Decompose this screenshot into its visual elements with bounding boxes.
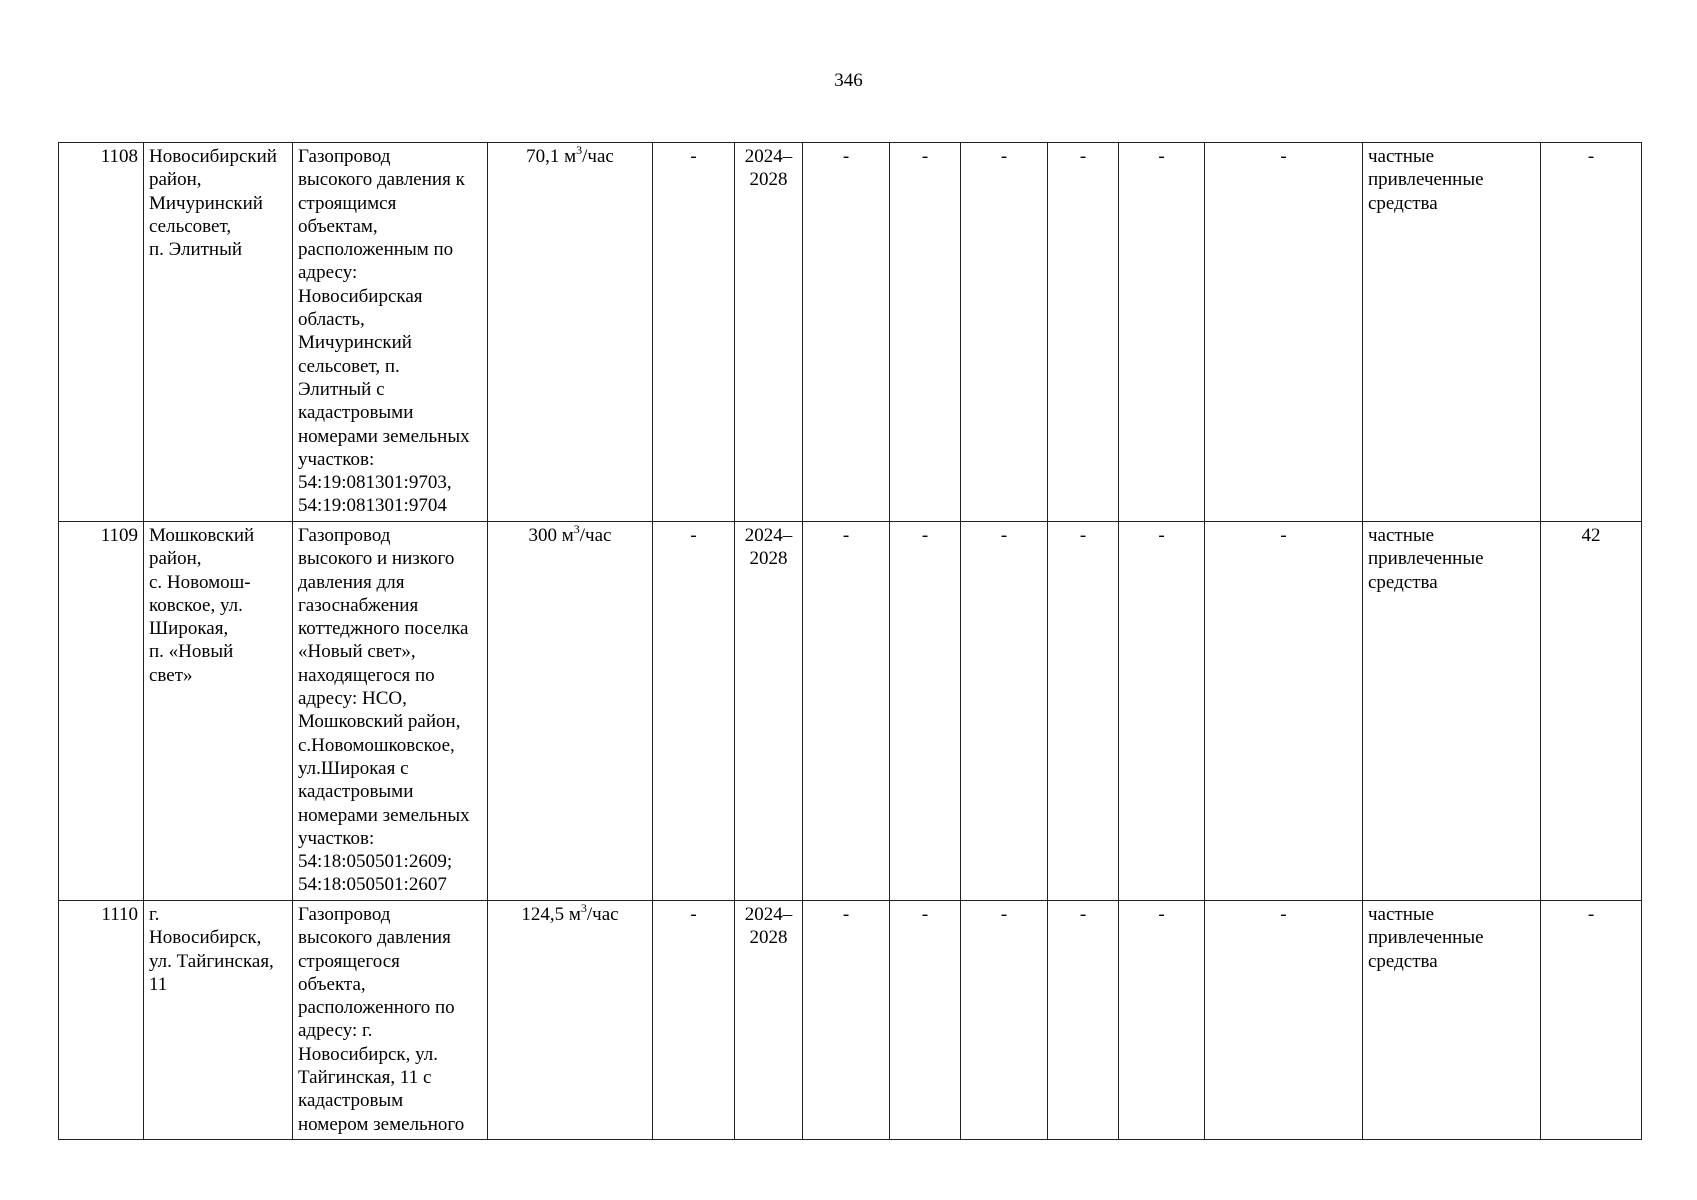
table-row: [59, 522, 1642, 901]
funding-line: средства: [1368, 192, 1438, 214]
funding-line: привлеченные: [1368, 927, 1484, 949]
value-cell: -: [890, 522, 961, 901]
funding-line: частные: [1368, 525, 1435, 546]
description-line: Тайгинская, 11 с: [298, 1067, 432, 1089]
capacity-unit: /час: [579, 525, 612, 546]
description-line: Газопровод: [298, 904, 391, 925]
years-start: 2024–: [744, 146, 793, 167]
last-cell: 42: [1541, 522, 1642, 901]
description-line: Газопровод: [298, 525, 391, 546]
funding-line: привлеченные: [1368, 548, 1484, 570]
description-line: Элитный с: [298, 378, 385, 400]
value-cell: -: [803, 901, 890, 1140]
location-line: Новосибирский: [149, 146, 277, 167]
years-end: 2028: [749, 927, 788, 949]
description-line: находящегося по: [298, 664, 435, 686]
description-line: номерами земельных: [298, 425, 470, 447]
location-line: с. Новомош-: [149, 571, 251, 593]
location-line: г.: [149, 904, 160, 925]
capacity-exponent: 3: [573, 521, 580, 536]
description-line: номерами земельных: [298, 804, 470, 826]
table-row: [59, 143, 1642, 522]
value-cell: -: [1205, 901, 1363, 1140]
value-cell: -: [1048, 901, 1119, 1140]
capacity-unit: /час: [582, 146, 614, 167]
description-line: с.Новомошковское,: [298, 734, 455, 756]
capacity-value: 300 м: [528, 525, 574, 546]
value-cell: -: [1048, 522, 1119, 901]
funding-cell: [1363, 901, 1541, 1140]
description-line: «Новый свет»,: [298, 641, 416, 663]
description-line: коттеджного поселка: [298, 618, 469, 640]
description-line: Мичуринский: [298, 332, 412, 354]
description-line: Новосибирск, ул.: [298, 1043, 439, 1065]
last-cell: -: [1541, 143, 1642, 522]
description-line: объекта,: [298, 973, 366, 995]
location-line: район,: [149, 548, 202, 570]
description-line: адресу: НСО,: [298, 688, 407, 710]
value-cell: -: [961, 143, 1048, 522]
value-cell: -: [1119, 522, 1205, 901]
description-line: участков:: [298, 827, 375, 849]
value-cell: -: [803, 522, 890, 901]
row-number: 1110: [59, 901, 144, 1140]
value-cell: -: [961, 901, 1048, 1140]
capacity-cell: [488, 143, 653, 522]
description-line: область,: [298, 309, 365, 331]
capacity-value: 70,1 м: [526, 146, 577, 167]
location-line: 11: [149, 973, 168, 995]
description-line: 54:19:081301:9704: [298, 495, 447, 517]
description-line: Газопровод: [298, 146, 391, 167]
location-line: Мошковский: [149, 525, 255, 546]
value-cell: -: [890, 143, 961, 522]
page-number: 346: [834, 70, 863, 91]
funding-cell: [1363, 143, 1541, 522]
years-start: 2024–: [744, 904, 793, 925]
description-line: газоснабжения: [298, 594, 419, 616]
col4-cell: -: [653, 901, 735, 1140]
capacity-exponent: 3: [580, 900, 587, 915]
description-line: Мошковский район,: [298, 711, 461, 733]
value-cell: -: [803, 143, 890, 522]
location-line: ул. Тайгинская,: [149, 950, 274, 972]
value-cell: -: [1205, 522, 1363, 901]
location-line: Мичуринский: [149, 192, 263, 214]
description-line: расположенным по: [298, 239, 454, 261]
capacity-cell: [488, 901, 653, 1140]
description-line: высокого и низкого: [298, 548, 455, 570]
value-cell: -: [1205, 143, 1363, 522]
location-line: Широкая,: [149, 618, 229, 640]
funding-line: частные: [1368, 904, 1435, 925]
value-cell: -: [1048, 143, 1119, 522]
funding-line: привлеченные: [1368, 169, 1484, 191]
location-line: п. «Новый: [149, 641, 234, 663]
years-end: 2028: [749, 548, 788, 570]
funding-line: средства: [1368, 950, 1438, 972]
description-line: кадастровым: [298, 1090, 404, 1112]
location-line: ковское, ул.: [149, 594, 243, 616]
location-line: Новосибирск,: [149, 927, 262, 949]
infrastructure-table: [58, 142, 1642, 1140]
row-number: 1109: [59, 522, 144, 901]
capacity-cell: [488, 522, 653, 901]
description-line: высокого давления к: [298, 169, 465, 191]
value-cell: -: [890, 901, 961, 1140]
value-cell: -: [961, 522, 1048, 901]
location-cell: [144, 901, 293, 1140]
table-body: [59, 143, 1642, 1140]
description-line: ул.Широкая с: [298, 757, 409, 779]
location-cell: [144, 522, 293, 901]
description-line: 54:18:050501:2607: [298, 874, 447, 896]
description-line: высокого давления: [298, 927, 451, 949]
description-line: участков:: [298, 448, 375, 470]
years-start: 2024–: [744, 525, 793, 546]
description-line: объектам,: [298, 215, 378, 237]
capacity-unit: /час: [586, 904, 619, 925]
description-line: сельсовет, п.: [298, 355, 400, 377]
description-line: 54:18:050501:2609;: [298, 851, 453, 873]
years-end: 2028: [749, 169, 788, 191]
description-line: кадастровыми: [298, 402, 414, 424]
location-line: район,: [149, 169, 202, 191]
funding-line: средства: [1368, 571, 1438, 593]
description-cell: [293, 522, 488, 901]
funding-line: частные: [1368, 146, 1435, 167]
years-cell: [735, 901, 803, 1140]
description-line: номером земельного: [298, 1113, 465, 1135]
description-line: строящегося: [298, 950, 400, 972]
table-row: [59, 901, 1642, 1140]
capacity-exponent: 3: [576, 142, 583, 157]
description-line: расположенного по: [298, 997, 455, 1019]
description-line: адресу: г.: [298, 1020, 373, 1042]
value-cell: -: [1119, 901, 1205, 1140]
years-cell: [735, 522, 803, 901]
last-cell: -: [1541, 901, 1642, 1140]
row-number: 1108: [59, 143, 144, 522]
description-line: строящимся: [298, 192, 397, 214]
description-cell: [293, 901, 488, 1140]
capacity-value: 124,5 м: [521, 904, 581, 925]
years-cell: [735, 143, 803, 522]
funding-cell: [1363, 522, 1541, 901]
location-line: свет»: [149, 664, 193, 686]
value-cell: -: [1119, 143, 1205, 522]
col4-cell: -: [653, 522, 735, 901]
description-line: давления для: [298, 571, 405, 593]
location-cell: [144, 143, 293, 522]
description-line: 54:19:081301:9703,: [298, 472, 452, 494]
description-cell: [293, 143, 488, 522]
description-line: кадастровыми: [298, 781, 414, 803]
description-line: Новосибирская: [298, 285, 423, 307]
location-line: п. Элитный: [149, 239, 243, 261]
location-line: сельсовет,: [149, 215, 232, 237]
col4-cell: -: [653, 143, 735, 522]
description-line: адресу:: [298, 262, 358, 284]
